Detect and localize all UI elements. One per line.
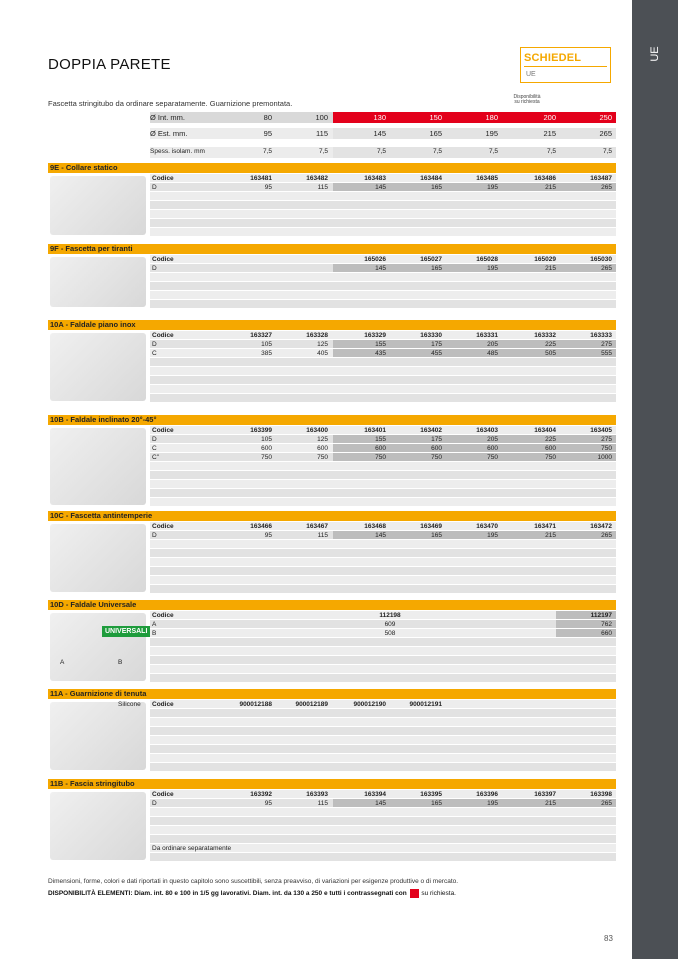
flat-flashing-image [50, 333, 146, 401]
brand-logo [520, 47, 611, 83]
row-cell: 600 [545, 445, 556, 452]
table-row [150, 291, 616, 300]
table-row [150, 763, 616, 772]
row-cell: 505 [545, 350, 556, 357]
row-cell: 163484 [420, 175, 442, 182]
row-cell: 435 [375, 350, 386, 357]
row-cell: 195 [487, 184, 498, 191]
header-cell: 165 [429, 129, 442, 138]
header-cell: 265 [599, 129, 612, 138]
section-note: Da ordinare separatamente [152, 845, 232, 852]
footer-availability-suffix: su richiesta. [421, 890, 456, 898]
row-label: Codice [152, 256, 174, 263]
row-cell: 125 [317, 341, 328, 348]
row-cell: 175 [431, 341, 442, 348]
row-label: Codice [152, 791, 174, 798]
row-cell: 1000 [597, 454, 612, 461]
row-cell: 215 [545, 265, 556, 272]
table-row [150, 709, 616, 718]
footer-availability-text: DISPONIBILITÀ ELEMENTI: Diam. int. 80 e 100 in 1/5 gg lavorativi. Diam. int. da 130 a 250 e tutti i contrassegnati con [48, 890, 407, 898]
row-cell: 225 [545, 341, 556, 348]
row-label: Codice [152, 701, 174, 708]
row-cell: 195 [487, 800, 498, 807]
row-cell: 750 [317, 454, 328, 461]
row-cell: 163404 [534, 427, 556, 434]
table-row [150, 300, 616, 309]
row-cell: 900012191 [409, 701, 442, 708]
table-row [150, 210, 616, 219]
collar-image [50, 176, 146, 235]
row-label: C [152, 445, 157, 452]
row-label: C" [152, 454, 160, 461]
row-label: Codice [152, 523, 174, 530]
table-row [150, 736, 616, 745]
row-cell: 163398 [590, 791, 612, 798]
header-cell: 100 [315, 113, 328, 122]
red-square-icon [410, 889, 419, 898]
row-cell: 455 [431, 350, 442, 357]
table-row [150, 718, 616, 727]
row-cell: 900012189 [295, 701, 328, 708]
row-label: D [152, 800, 157, 807]
row-cell: 163469 [420, 523, 442, 530]
row-label: C [152, 350, 157, 357]
inclined-flashing-image [50, 428, 146, 505]
header-cell: 7,5 [432, 148, 442, 155]
table-row [150, 462, 616, 471]
weather-collar-image [50, 524, 146, 592]
row-cell: 145 [375, 184, 386, 191]
header-cell: 200 [543, 113, 556, 122]
row-cell: 163403 [476, 427, 498, 434]
universal-flashing-image [50, 613, 146, 681]
row-cell-right: 660 [601, 630, 612, 637]
header-cell: 250 [599, 113, 612, 122]
row-cell: 125 [317, 436, 328, 443]
universal-badge: UNIVERSALI [102, 626, 150, 637]
row-cell: 165026 [364, 256, 386, 263]
logo-rule [524, 66, 607, 67]
row-cell: 155 [375, 341, 386, 348]
table-row [150, 656, 616, 665]
header-cell: 195 [485, 129, 498, 138]
page-title: DOPPIA PARETE [48, 56, 171, 73]
table-row [150, 228, 616, 237]
header-cell: 150 [429, 113, 442, 122]
table-row [150, 192, 616, 201]
row-cell: 163327 [250, 332, 272, 339]
table-row [150, 489, 616, 498]
table-row [150, 549, 616, 558]
header-cell: 80 [263, 113, 272, 122]
row-cell: 205 [487, 436, 498, 443]
table-row [150, 576, 616, 585]
table-row [150, 498, 616, 507]
header-cell: 7,5 [262, 148, 272, 155]
row-cell: 163467 [306, 523, 328, 530]
row-cell: 163401 [364, 427, 386, 434]
table-row [150, 201, 616, 210]
row-cell: 145 [375, 800, 386, 807]
corner-label-b: B [118, 659, 123, 666]
row-cell: 145 [375, 265, 386, 272]
availability-line-1: Disponibilità [513, 94, 541, 100]
row-cell: 275 [601, 436, 612, 443]
row-cell: 205 [487, 341, 498, 348]
table-row [150, 273, 616, 282]
row-cell: 105 [261, 341, 272, 348]
row-cell: 275 [601, 341, 612, 348]
page-number: 83 [604, 934, 613, 943]
row-cell: 165030 [590, 256, 612, 263]
table-row [150, 367, 616, 376]
row-cell: 750 [261, 454, 272, 461]
row-cell: 115 [317, 800, 328, 807]
row-cell: 265 [601, 265, 612, 272]
row-cell: 163333 [590, 332, 612, 339]
row-cell: 155 [375, 436, 386, 443]
row-cell: 95 [264, 532, 272, 539]
row-cell-mid: 508 [384, 630, 396, 637]
table-row [150, 282, 616, 291]
brand-sub: UE [526, 71, 536, 78]
row-cell: 165 [431, 265, 442, 272]
row-cell: 750 [487, 454, 498, 461]
row-cell: 265 [601, 800, 612, 807]
row-cell: 145 [375, 532, 386, 539]
row-cell: 485 [487, 350, 498, 357]
header-cell: 7,5 [546, 148, 556, 155]
row-cell: 163400 [306, 427, 328, 434]
row-cell: 163486 [534, 175, 556, 182]
row-label: D [152, 436, 157, 443]
row-cell: 215 [545, 532, 556, 539]
row-cell-right: 762 [601, 621, 612, 628]
row-cell: 163392 [250, 791, 272, 798]
row-cell-mid: 112198 [379, 612, 401, 619]
availability-note [506, 95, 548, 105]
row-cell: 215 [545, 184, 556, 191]
table-row [150, 219, 616, 228]
table-row [150, 853, 616, 862]
row-cell: 163397 [534, 791, 556, 798]
row-cell: 163329 [364, 332, 386, 339]
row-cell: 163472 [590, 523, 612, 530]
row-label: Codice [152, 427, 174, 434]
row-cell: 750 [601, 445, 612, 452]
header-cell: 7,5 [602, 148, 612, 155]
section-header: 9E - Collare statico [48, 163, 616, 173]
row-cell: 163470 [476, 523, 498, 530]
availability-line-2: su richiesta [514, 99, 540, 105]
row-cell: 163487 [590, 175, 612, 182]
table-row [150, 826, 616, 835]
header-cell: 115 [316, 129, 328, 138]
header-cell: 7,5 [318, 148, 328, 155]
row-cell: 163405 [590, 427, 612, 434]
header-cell: 7,5 [488, 148, 498, 155]
row-cell: 405 [317, 350, 328, 357]
table-row [150, 394, 616, 403]
row-cell: 385 [261, 350, 272, 357]
row-cell: 265 [601, 532, 612, 539]
table-row [150, 835, 616, 844]
section-header: 10A - Faldale piano inox [48, 320, 616, 330]
row-cell: 175 [431, 436, 442, 443]
row-cell: 555 [601, 350, 612, 357]
row-cell: 163399 [250, 427, 272, 434]
intro-text: Fascetta stringitubo da ordinare separatamente. Guarnizione premontata. [48, 99, 293, 108]
row-label: Codice [152, 332, 174, 339]
header-row-label: Ø Est. mm. [150, 129, 188, 138]
row-cell: 163396 [476, 791, 498, 798]
footer-availability [48, 889, 456, 898]
row-cell: 163485 [476, 175, 498, 182]
table-row [150, 471, 616, 480]
brand-name: SCHIEDEL [524, 52, 582, 64]
band-clamp-image [50, 792, 146, 860]
table-row [150, 540, 616, 549]
table-row [150, 567, 616, 576]
table-row [150, 638, 616, 647]
row-cell: 750 [431, 454, 442, 461]
clamp-image [50, 257, 146, 307]
footer-disclaimer: Dimensioni, forme, colori e dati riportati in questo capitolo sono suscettibili, senza preavviso, di variazioni per esigenze produttive o di mercato. [48, 878, 459, 885]
row-cell: 163393 [306, 791, 328, 798]
row-cell: 195 [487, 532, 498, 539]
row-cell: 95 [264, 184, 272, 191]
table-row [150, 754, 616, 763]
row-cell: 163402 [420, 427, 442, 434]
table-row [150, 665, 616, 674]
row-cell: 900012188 [239, 701, 272, 708]
row-label: D [152, 532, 157, 539]
row-cell: 163468 [364, 523, 386, 530]
table-row [150, 385, 616, 394]
row-cell: 163330 [420, 332, 442, 339]
row-cell: 165 [431, 800, 442, 807]
gasket-image [50, 702, 146, 770]
row-cell: 600 [487, 445, 498, 452]
row-label: B [152, 630, 157, 637]
row-cell: 95 [264, 800, 272, 807]
row-cell: 165 [431, 184, 442, 191]
row-cell: 750 [545, 454, 556, 461]
row-cell: 900012190 [353, 701, 386, 708]
row-cell: 215 [545, 800, 556, 807]
row-cell: 225 [545, 436, 556, 443]
section-header: 11B - Fascia stringitubo [48, 779, 616, 789]
table-row [150, 727, 616, 736]
row-cell: 265 [601, 184, 612, 191]
header-row-label: Ø Int. mm. [150, 113, 186, 122]
row-cell: 165029 [534, 256, 556, 263]
row-cell: 163471 [534, 523, 556, 530]
row-cell-right: 112197 [590, 612, 612, 619]
section-header: 10B - Faldale inclinato 20°-45° [48, 415, 616, 425]
row-cell: 600 [431, 445, 442, 452]
header-cell: 180 [485, 113, 498, 122]
side-tab-label: UE [649, 46, 661, 62]
row-cell: 165 [431, 532, 442, 539]
table-row [150, 817, 616, 826]
header-cell: 130 [373, 113, 386, 122]
row-cell: 750 [375, 454, 386, 461]
row-cell: 163481 [250, 175, 272, 182]
row-cell: 163466 [250, 523, 272, 530]
row-cell: 195 [487, 265, 498, 272]
row-label: A [152, 621, 157, 628]
row-label: D [152, 265, 157, 272]
table-row [150, 358, 616, 367]
row-cell: 600 [261, 445, 272, 452]
header-cell: 215 [543, 129, 556, 138]
corner-label-a: A [60, 659, 65, 666]
row-cell: 163483 [364, 175, 386, 182]
table-row [150, 808, 616, 817]
row-cell-mid: 609 [384, 621, 396, 628]
section-header: 10D - Faldale Universale [48, 600, 616, 610]
row-cell: 163482 [306, 175, 328, 182]
section-header: 9F - Fascetta per tiranti [48, 244, 616, 254]
row-label: Codice [152, 612, 174, 619]
row-cell: 115 [317, 532, 328, 539]
section-header: 11A - Guarnizione di tenuta [48, 689, 616, 699]
table-row [150, 558, 616, 567]
header-cell: 95 [263, 129, 272, 138]
header-cell: 145 [373, 129, 386, 138]
row-cell: 600 [375, 445, 386, 452]
table-row [150, 376, 616, 385]
table-row [150, 745, 616, 754]
header-cell: 7,5 [376, 148, 386, 155]
table-row [150, 647, 616, 656]
side-tab [632, 0, 678, 959]
row-label: Codice [152, 175, 174, 182]
row-cell: 600 [317, 445, 328, 452]
row-cell: 163331 [476, 332, 498, 339]
row-cell: 163328 [306, 332, 328, 339]
row-label: D [152, 184, 157, 191]
header-row-label: Spess. isolam. mm [150, 148, 205, 155]
table-row [150, 585, 616, 594]
row-cell: 105 [261, 436, 272, 443]
row-cell: 165028 [476, 256, 498, 263]
row-cell: 163394 [364, 791, 386, 798]
row-cell: 165027 [420, 256, 442, 263]
table-row [150, 480, 616, 489]
table-row [150, 674, 616, 683]
row-cell: 115 [317, 184, 328, 191]
row-cell: 163332 [534, 332, 556, 339]
side-label: Silicone [118, 701, 141, 708]
row-label: D [152, 341, 157, 348]
row-cell: 163395 [420, 791, 442, 798]
section-header: 10C - Fascetta antintemperie [48, 511, 616, 521]
